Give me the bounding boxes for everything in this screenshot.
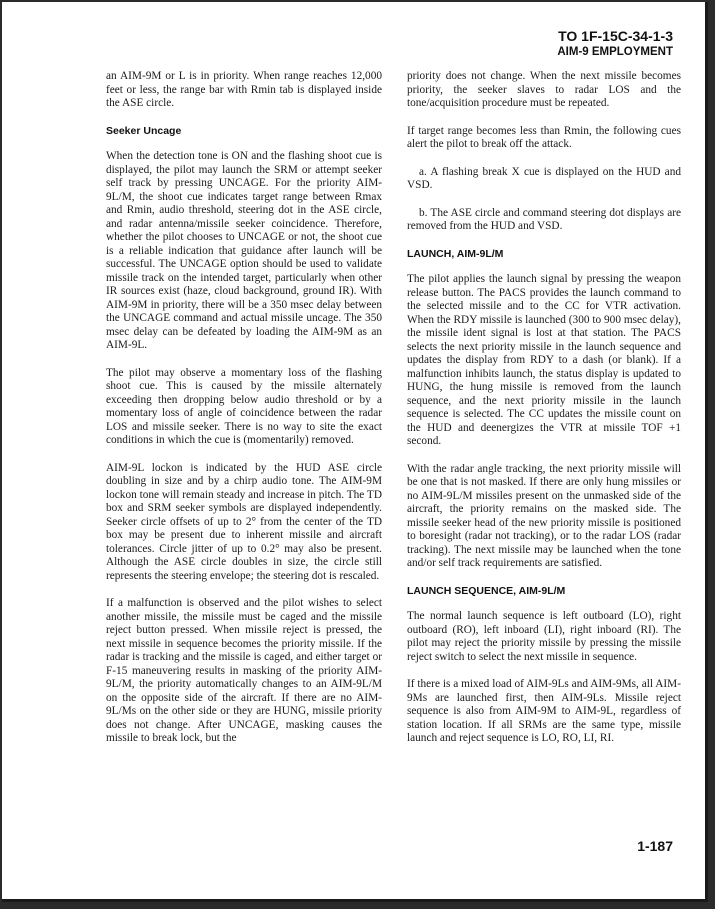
left-column xyxy=(106,70,382,760)
list-item: a. A flashing break X cue is displayed on the HUD and VSD. xyxy=(407,165,681,191)
document-page xyxy=(2,2,708,902)
paragraph: AIM-9L lockon is indicated by the HUD ASE circle doubling in size and by a chirp audio tone. The AIM-9M lockon tone will remain steady and increase in pitch. The TD box and SRM seeker symbols are displayed independently. Seeker circle offsets of up to 2° from the center of the TD box may be present due to inherent missile and aircraft tolerances. Circle jitter of up to 0.2° may also be present. Although the ASE circle doubles in size, the circle still represents the steering envelope; the steering dot is rescaled. xyxy=(106,461,382,582)
section-heading: LAUNCH, AIM-9L/M xyxy=(407,247,504,260)
paragraph: The normal launch sequence is left outboard (LO), right outboard (RO), left inboard (LI), right inboard (RI). The pilot may reject the priority missile by pressing the missile reject switch to select the next missile in sequence. xyxy=(407,610,681,663)
list-item: b. The ASE circle and command steering dot displays are removed from the HUD and VSD. xyxy=(407,206,681,232)
section-title: AIM-9 EMPLOYMENT xyxy=(557,46,673,58)
paragraph: priority does not change. When the next missile becomes priority, the seeker slaves to radar LOS and the tone/acquisition procedure must be repeated. xyxy=(407,70,681,109)
document-number: TO 1F-15C-34-1-3 xyxy=(558,28,673,44)
page-header xyxy=(557,28,673,59)
section-heading: Seeker Uncage xyxy=(106,124,182,137)
paragraph: If target range becomes less than Rmin, the following cues alert the pilot to break off the attack. xyxy=(407,124,681,150)
paragraph: The pilot may observe a momentary loss of the flashing shoot cue. This is caused by the missile alternately exceeding then dropping below audio threshold or by a momentary loss of angle of coincidence between the radar LOS and missile seeker. There is no way to site the exact conditions in which the cue is (momentarily) removed. xyxy=(106,366,382,446)
paragraph: an AIM-9M or L is in priority. When range reaches 12,000 feet or less, the range bar with Rmin tab is displayed inside the ASE circle. xyxy=(106,70,382,109)
paragraph: If a malfunction is observed and the pilot wishes to select another missile, the missile must be caged and the missile reject button pressed. When missile reject is pressed, the next missile in sequence becomes the priority missile. If the radar is tracking and the missile is caged, and either target or F-15 maneuvering results in masking of the priority AIM-9L/M, the priority automatically changes to an AIM-9L/M on the opposite side of the aircraft. If there are no AIM-9L/Ms on the other side or they are HUNG, missile priority does not change. After UNCAGE, masking causes the missile to break lock, but the xyxy=(106,597,382,744)
page-number: 1-187 xyxy=(637,838,673,854)
paragraph: With the radar angle tracking, the next priority missile will be one that is not masked. If there are only hung missiles or no AIM-9L/M missiles present on the unmasked side of the aircraft, the priority remains on the masked side. The missile seeker head of the new priority missile is positioned to boresight (radar not tracking), or to the radar LOS (radar tracking). The next missile may be launched when the tone and/or self track requirements are satisfied. xyxy=(407,462,681,569)
right-column xyxy=(407,70,681,760)
paragraph: When the detection tone is ON and the flashing shoot cue is displayed, the pilot may launch the SRM or attempt seeker self track by pressing UNCAGE. For the priority AIM-9L/M, the shoot cue indicates target range between Rmax and Rmin, audio threshold, steering dot in the ASE circle, and radar antenna/missile seeker coincidence. Therefore, whether the pilot chooses to UNCAGE or not, the shoot cue is a reliable indication that guidance after launch will be successful. The UNCAGE option should be used to validate missile track on the intended target, particularly when other IR sources exist (haze, cloud background, ground IR). With AIM-9M in priority, there will be a 350 msec delay between the UNCAGE command and actual missile uncage. The 350 msec delay can be defeated by loading the AIM-9M as an AIM-9L. xyxy=(106,150,382,351)
paragraph: The pilot applies the launch signal by pressing the weapon release button. The PACS provides the launch command to the selected missile and to the CC for VTR activation. When the RDY missile is launched (300 to 900 msec delay), the missile ident signal is lost at that station. The PACS selects the next priority missile in the launch sequence and updates the display from RDY to a dash (or blank). If a malfunction inhibits launch, the status display is updated to HUNG, the hung missile is removed from the launch sequence, and the next priority missile in the launch sequence is selected. The CC updates the missile count on the HUD and deenergizes the VTR at missile TOF +1 second. xyxy=(407,273,681,447)
section-heading: LAUNCH SEQUENCE, AIM-9L/M xyxy=(407,584,566,597)
paragraph: If there is a mixed load of AIM-9Ls and AIM-9Ms, all AIM-9Ms are launched first, then AIM-9Ls. Missile reject sequence is also from AIM-9M to AIM-9L, regardless of station location. If all SRMs are the same type, missile launch and reject sequence is LO, RO, LI, RI. xyxy=(407,678,681,744)
